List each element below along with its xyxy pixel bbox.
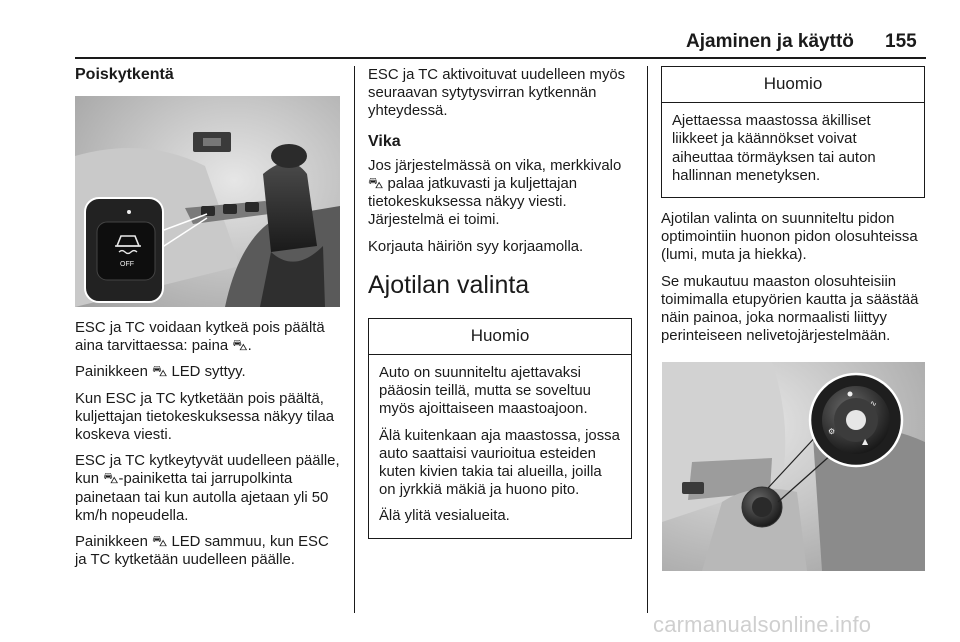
esc-button-illustration xyxy=(75,96,340,307)
notice-title-2: Huomio xyxy=(662,67,924,103)
mode-selection-text-1: Ajotilan valinta on suunniteltu pidon optimointiin huonon pidon olosuhteissa (lumi, muta ja hiekka). xyxy=(661,211,918,264)
notice-title: Huomio xyxy=(369,319,631,355)
notice-box-terrain xyxy=(368,318,632,539)
column-3 xyxy=(661,66,925,353)
column-divider-1 xyxy=(354,66,355,613)
section-heading-poiskytkenta: Poiskytkentä xyxy=(75,66,174,83)
notice-paragraph-3: Älä ylitä vesialueita. xyxy=(379,508,510,525)
column-2 xyxy=(368,66,632,539)
column-divider-2 xyxy=(647,66,648,613)
page-number: 155 xyxy=(885,31,917,52)
drive-mode-illustration xyxy=(662,362,925,571)
paragraph-5: Painikkeen ⛍ LED sammuu, kun ESC ja TC kytketään uudelleen päälle. xyxy=(75,534,329,569)
mode-selection-text-2: Se mukautuu maaston olosuhteisiin toimimalla etupyörien kautta ja säästää näin painoa, joka normaalisti liittyy perinteiseen nelivetojärjestelmään. xyxy=(661,273,919,345)
paragraph-2: Painikkeen ⛍ LED syttyy. xyxy=(75,364,246,381)
column-1-text xyxy=(75,319,343,577)
column-1 xyxy=(75,66,343,90)
fault-text: Jos järjestelmässä on vika, merkkivalo ⛍ palaa jatkuvasti ja kuljettajan tietokeskuksessa näkyy viesti. Järjestelmä ei toimi. xyxy=(368,157,622,229)
notice-box-maneuvers xyxy=(661,66,925,198)
header-rule xyxy=(75,57,926,59)
reactivation-text: ESC ja TC aktivoituvat uudelleen myös seuraavan sytytysvirran kytkennän yhteydessä. xyxy=(368,67,626,120)
paragraph-1: ESC ja TC voidaan kytkeä pois päältä aina tarvittaessa: paina ⛍. xyxy=(75,320,325,355)
notice-paragraph-2: Älä kuitenkaan aja maastossa, jossa auto saattaisi vaurioitua esteiden kuten kivien takia tai alueilla, joilla on jyrkkiä mäkiä ja huono pito. xyxy=(379,427,620,499)
paragraph-3: Kun ESC ja TC kytketään pois päältä, kuljettajan tietokeskuksessa näkyy tilaa koskeva viesti. xyxy=(75,390,335,444)
esc-button-photo xyxy=(75,96,340,307)
notice-paragraph-1: Auto on suunniteltu ajettavaksi pääosin teillä, mutta se soveltuu myös ajoittaiseen maastoajoon. xyxy=(379,365,591,418)
watermark: carmanualsonline.info xyxy=(653,612,872,637)
notice-2-paragraph-1: Ajettaessa maastossa äkilliset liikkeet ja käännökset voivat aiheuttaa törmäyksen tai auton hallinnan menetyksen. xyxy=(672,113,876,184)
paragraph-4: ESC ja TC kytkeytyvät uudelleen päälle, kun ⛍-painiketta tai jarrupolkinta painetaan tai kun autolla ajetaan yli 50 km/h nopeudella. xyxy=(75,453,340,524)
running-header-title: Ajaminen ja käyttö xyxy=(686,31,854,52)
repair-text: Korjauta häiriön syy korjaamolla. xyxy=(368,238,584,255)
drive-mode-selector-photo xyxy=(662,362,925,571)
section-heading-ajotilan-valinta: Ajotilan valinta xyxy=(368,270,530,299)
esc-off-button-label: OFF xyxy=(120,261,134,268)
svg-text:▲: ▲ xyxy=(862,437,869,446)
svg-text:∿: ∿ xyxy=(870,399,877,408)
svg-text:⚙: ⚙ xyxy=(828,427,836,436)
section-heading-vika: Vika xyxy=(368,132,401,150)
